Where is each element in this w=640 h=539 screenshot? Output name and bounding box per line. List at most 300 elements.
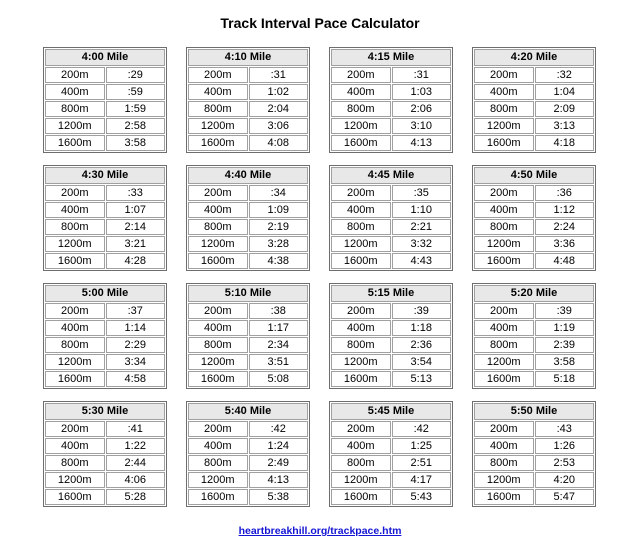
pace-row — [331, 354, 451, 370]
time-cell: 3:36 — [535, 236, 595, 252]
pace-row — [474, 236, 594, 252]
time-cell: 1:07 — [106, 202, 166, 218]
distance-cell: 200m — [188, 185, 248, 201]
time-cell: :34 — [249, 185, 309, 201]
pace-row — [188, 438, 308, 454]
time-cell: 2:53 — [535, 455, 595, 471]
time-cell: :59 — [106, 84, 166, 100]
distance-cell: 1200m — [331, 118, 391, 134]
pace-table-head — [45, 167, 165, 184]
time-cell: 4:13 — [249, 472, 309, 488]
distance-cell: 200m — [474, 303, 534, 319]
pace-row — [188, 236, 308, 252]
pace-table-header-row — [331, 403, 451, 420]
pace-row — [331, 253, 451, 269]
distance-cell: 400m — [188, 438, 248, 454]
footer-link[interactable]: heartbreakhill.org/trackpace.htm — [238, 525, 402, 537]
distance-cell: 400m — [188, 202, 248, 218]
distance-cell: 800m — [331, 337, 391, 353]
pace-table-title: 4:10 Mile — [188, 49, 308, 66]
time-cell: 3:21 — [106, 236, 166, 252]
time-cell: 1:24 — [249, 438, 309, 454]
time-cell: :38 — [249, 303, 309, 319]
pace-row — [474, 421, 594, 437]
time-cell: :42 — [249, 421, 309, 437]
distance-cell: 1200m — [474, 472, 534, 488]
time-cell: 4:13 — [392, 135, 452, 151]
time-cell: 1:04 — [535, 84, 595, 100]
distance-cell: 400m — [331, 438, 391, 454]
pace-table-title: 5:10 Mile — [188, 285, 308, 302]
time-cell: :33 — [106, 185, 166, 201]
pace-table-header-row — [331, 285, 451, 302]
distance-cell: 1600m — [331, 371, 391, 387]
pace-row — [45, 118, 165, 134]
pace-table-title: 5:15 Mile — [331, 285, 451, 302]
pace-table-title: 4:20 Mile — [474, 49, 594, 66]
distance-cell: 800m — [331, 455, 391, 471]
distance-cell: 1600m — [474, 253, 534, 269]
pace-table-body — [45, 67, 165, 151]
pace-row — [45, 472, 165, 488]
distance-cell: 800m — [188, 337, 248, 353]
pace-row — [331, 303, 451, 319]
pace-table-title: 5:30 Mile — [45, 403, 165, 420]
distance-cell: 800m — [188, 219, 248, 235]
pace-row — [188, 303, 308, 319]
distance-cell: 200m — [474, 67, 534, 83]
time-cell: 3:13 — [535, 118, 595, 134]
pace-table-head — [45, 403, 165, 420]
pace-row — [331, 455, 451, 471]
time-cell: :31 — [249, 67, 309, 83]
pace-row — [331, 118, 451, 134]
pace-table — [472, 401, 596, 507]
distance-cell: 1200m — [45, 472, 105, 488]
time-cell: :39 — [392, 303, 452, 319]
distance-cell: 800m — [474, 219, 534, 235]
pace-table-header-row — [331, 49, 451, 66]
time-cell: 1:19 — [535, 320, 595, 336]
pace-row — [45, 421, 165, 437]
pace-row — [474, 118, 594, 134]
pace-row — [474, 101, 594, 117]
pace-row — [188, 354, 308, 370]
time-cell: 1:59 — [106, 101, 166, 117]
pace-row — [474, 472, 594, 488]
pace-table-header-row — [474, 167, 594, 184]
pace-row — [45, 337, 165, 353]
time-cell: 2:14 — [106, 219, 166, 235]
pace-table-head — [45, 49, 165, 66]
distance-cell: 1200m — [188, 472, 248, 488]
pace-table-title: 4:15 Mile — [331, 49, 451, 66]
pace-row — [188, 371, 308, 387]
pace-row — [45, 202, 165, 218]
pace-table-head — [188, 49, 308, 66]
pace-table-title: 4:00 Mile — [45, 49, 165, 66]
distance-cell: 400m — [331, 320, 391, 336]
pace-table-title: 4:40 Mile — [188, 167, 308, 184]
pace-table — [186, 401, 310, 507]
time-cell: 5:43 — [392, 489, 452, 505]
time-cell: 3:54 — [392, 354, 452, 370]
time-cell: :29 — [106, 67, 166, 83]
pace-row — [188, 455, 308, 471]
time-cell: :43 — [535, 421, 595, 437]
time-cell: 1:10 — [392, 202, 452, 218]
distance-cell: 1600m — [188, 489, 248, 505]
time-cell: 5:28 — [106, 489, 166, 505]
pace-table — [472, 47, 596, 153]
time-cell: 4:48 — [535, 253, 595, 269]
distance-cell: 400m — [474, 320, 534, 336]
pace-row — [45, 84, 165, 100]
distance-cell: 1600m — [331, 489, 391, 505]
distance-cell: 200m — [45, 185, 105, 201]
distance-cell: 1200m — [45, 354, 105, 370]
pace-table-body — [331, 185, 451, 269]
distance-cell: 1600m — [45, 489, 105, 505]
time-cell: 4:38 — [249, 253, 309, 269]
time-cell: :41 — [106, 421, 166, 437]
pace-table — [43, 165, 167, 271]
distance-cell: 1600m — [45, 135, 105, 151]
pace-row — [474, 337, 594, 353]
distance-cell: 200m — [188, 303, 248, 319]
distance-cell: 1200m — [188, 118, 248, 134]
time-cell: 1:17 — [249, 320, 309, 336]
distance-cell: 1200m — [331, 354, 391, 370]
pace-table — [472, 283, 596, 389]
time-cell: 1:03 — [392, 84, 452, 100]
pace-row — [474, 303, 594, 319]
time-cell: :37 — [106, 303, 166, 319]
pace-row — [474, 354, 594, 370]
distance-cell: 400m — [474, 84, 534, 100]
pace-row — [474, 320, 594, 336]
pace-table-head — [474, 285, 594, 302]
pace-table-header-row — [45, 403, 165, 420]
time-cell: :36 — [535, 185, 595, 201]
distance-cell: 200m — [474, 421, 534, 437]
time-cell: 3:58 — [106, 135, 166, 151]
pace-table — [329, 401, 453, 507]
distance-cell: 400m — [45, 438, 105, 454]
time-cell: 2:36 — [392, 337, 452, 353]
pace-row — [45, 320, 165, 336]
pace-table-head — [474, 49, 594, 66]
distance-cell: 1600m — [474, 371, 534, 387]
pace-row — [45, 219, 165, 235]
time-cell: 5:13 — [392, 371, 452, 387]
pace-row — [188, 67, 308, 83]
pace-table-title: 4:50 Mile — [474, 167, 594, 184]
distance-cell: 200m — [45, 67, 105, 83]
pace-table-body — [331, 303, 451, 387]
distance-cell: 1200m — [331, 236, 391, 252]
time-cell: 2:58 — [106, 118, 166, 134]
pace-table-title: 5:50 Mile — [474, 403, 594, 420]
pace-table-head — [474, 167, 594, 184]
pace-table-head — [331, 285, 451, 302]
pace-table-header-row — [188, 167, 308, 184]
time-cell: 1:02 — [249, 84, 309, 100]
time-cell: 4:08 — [249, 135, 309, 151]
pace-row — [45, 185, 165, 201]
distance-cell: 800m — [331, 101, 391, 117]
pace-row — [45, 371, 165, 387]
distance-cell: 200m — [331, 185, 391, 201]
pace-table-body — [45, 185, 165, 269]
pace-row — [45, 489, 165, 505]
pace-row — [331, 489, 451, 505]
pace-row — [188, 421, 308, 437]
pace-row — [474, 253, 594, 269]
pace-table-head — [474, 403, 594, 420]
pace-table — [186, 283, 310, 389]
pace-table-body — [331, 67, 451, 151]
pace-row — [331, 135, 451, 151]
distance-cell: 200m — [45, 303, 105, 319]
time-cell: 4:58 — [106, 371, 166, 387]
pace-table-title: 4:30 Mile — [45, 167, 165, 184]
distance-cell: 800m — [45, 219, 105, 235]
distance-cell: 1600m — [331, 135, 391, 151]
time-cell: 4:17 — [392, 472, 452, 488]
pace-row — [188, 101, 308, 117]
time-cell: :39 — [535, 303, 595, 319]
time-cell: 5:38 — [249, 489, 309, 505]
distance-cell: 200m — [45, 421, 105, 437]
pace-row — [331, 101, 451, 117]
pace-row — [188, 337, 308, 353]
distance-cell: 800m — [188, 101, 248, 117]
time-cell: :42 — [392, 421, 452, 437]
time-cell: 2:34 — [249, 337, 309, 353]
pace-row — [45, 101, 165, 117]
distance-cell: 1600m — [45, 371, 105, 387]
pace-row — [474, 489, 594, 505]
pace-row — [474, 371, 594, 387]
time-cell: 4:43 — [392, 253, 452, 269]
pace-row — [331, 320, 451, 336]
pace-row — [331, 84, 451, 100]
pace-table-header-row — [45, 49, 165, 66]
time-cell: 4:18 — [535, 135, 595, 151]
time-cell: 5:47 — [535, 489, 595, 505]
distance-cell: 200m — [331, 67, 391, 83]
pace-table — [43, 401, 167, 507]
pace-row — [474, 185, 594, 201]
pace-row — [474, 219, 594, 235]
time-cell: 5:18 — [535, 371, 595, 387]
pace-row — [331, 371, 451, 387]
pace-table-header-row — [188, 285, 308, 302]
footer — [0, 521, 640, 539]
pace-table — [329, 47, 453, 153]
pace-row — [45, 455, 165, 471]
pace-table-head — [331, 49, 451, 66]
time-cell: 2:51 — [392, 455, 452, 471]
time-cell: 2:04 — [249, 101, 309, 117]
pace-table-header-row — [331, 167, 451, 184]
time-cell: 5:08 — [249, 371, 309, 387]
distance-cell: 400m — [45, 84, 105, 100]
pace-row — [474, 202, 594, 218]
pace-table-title: 5:45 Mile — [331, 403, 451, 420]
pace-row — [474, 455, 594, 471]
distance-cell: 200m — [188, 421, 248, 437]
distance-cell: 800m — [188, 455, 248, 471]
pace-table-head — [45, 285, 165, 302]
distance-cell: 1600m — [188, 371, 248, 387]
distance-cell: 1600m — [45, 253, 105, 269]
pace-row — [188, 489, 308, 505]
time-cell: 1:22 — [106, 438, 166, 454]
pace-table — [472, 165, 596, 271]
distance-cell: 800m — [331, 219, 391, 235]
time-cell: 1:14 — [106, 320, 166, 336]
pace-table — [329, 165, 453, 271]
distance-cell: 1200m — [331, 472, 391, 488]
distance-cell: 800m — [45, 455, 105, 471]
pace-table-body — [45, 303, 165, 387]
time-cell: 1:18 — [392, 320, 452, 336]
pace-table-title: 5:00 Mile — [45, 285, 165, 302]
distance-cell: 1200m — [474, 236, 534, 252]
pace-table-body — [474, 67, 594, 151]
time-cell: 2:21 — [392, 219, 452, 235]
time-cell: :35 — [392, 185, 452, 201]
distance-cell: 1600m — [188, 253, 248, 269]
pace-table-header-row — [45, 285, 165, 302]
pace-row — [45, 135, 165, 151]
distance-cell: 400m — [188, 320, 248, 336]
time-cell: 4:06 — [106, 472, 166, 488]
pace-row — [331, 421, 451, 437]
pace-table-title: 5:20 Mile — [474, 285, 594, 302]
distance-cell: 1200m — [188, 354, 248, 370]
pace-table — [329, 283, 453, 389]
pace-row — [188, 320, 308, 336]
pace-row — [188, 219, 308, 235]
pace-table-header-row — [474, 285, 594, 302]
distance-cell: 800m — [45, 337, 105, 353]
pace-table-body — [474, 421, 594, 505]
pace-row — [474, 135, 594, 151]
pace-row — [474, 84, 594, 100]
pace-row — [45, 67, 165, 83]
pace-table-header-row — [188, 403, 308, 420]
distance-cell: 200m — [331, 303, 391, 319]
pace-table-header-row — [474, 49, 594, 66]
time-cell: 2:44 — [106, 455, 166, 471]
pace-grid — [43, 47, 597, 507]
pace-table — [43, 283, 167, 389]
pace-row — [188, 84, 308, 100]
pace-row — [188, 202, 308, 218]
distance-cell: 800m — [45, 101, 105, 117]
distance-cell: 400m — [45, 320, 105, 336]
pace-table-head — [188, 403, 308, 420]
distance-cell: 1200m — [45, 118, 105, 134]
distance-cell: 800m — [474, 455, 534, 471]
time-cell: 3:06 — [249, 118, 309, 134]
distance-cell: 800m — [474, 101, 534, 117]
pace-table — [186, 165, 310, 271]
pace-row — [45, 236, 165, 252]
pace-row — [188, 118, 308, 134]
pace-row — [331, 185, 451, 201]
distance-cell: 1200m — [474, 118, 534, 134]
pace-table-title: 4:45 Mile — [331, 167, 451, 184]
pace-row — [188, 185, 308, 201]
pace-row — [474, 438, 594, 454]
page-title: Track Interval Pace Calculator — [220, 15, 420, 31]
pace-table-header-row — [45, 167, 165, 184]
pace-row — [331, 202, 451, 218]
distance-cell: 200m — [474, 185, 534, 201]
distance-cell: 400m — [45, 202, 105, 218]
pace-table-body — [45, 421, 165, 505]
distance-cell: 1600m — [474, 489, 534, 505]
pace-row — [331, 236, 451, 252]
pace-row — [331, 219, 451, 235]
distance-cell: 1200m — [188, 236, 248, 252]
time-cell: 4:28 — [106, 253, 166, 269]
pace-table-body — [331, 421, 451, 505]
time-cell: :32 — [535, 67, 595, 83]
distance-cell: 200m — [188, 67, 248, 83]
distance-cell: 400m — [474, 438, 534, 454]
time-cell: 3:51 — [249, 354, 309, 370]
pace-table-head — [188, 167, 308, 184]
pace-row — [45, 438, 165, 454]
pace-table — [186, 47, 310, 153]
pace-table-head — [331, 403, 451, 420]
pace-table-head — [331, 167, 451, 184]
distance-cell: 1600m — [331, 253, 391, 269]
time-cell: 3:34 — [106, 354, 166, 370]
time-cell: 3:10 — [392, 118, 452, 134]
time-cell: 1:09 — [249, 202, 309, 218]
pace-row — [331, 67, 451, 83]
pace-row — [331, 472, 451, 488]
pace-row — [331, 337, 451, 353]
pace-row — [331, 438, 451, 454]
time-cell: 3:28 — [249, 236, 309, 252]
distance-cell: 1600m — [474, 135, 534, 151]
distance-cell: 1200m — [474, 354, 534, 370]
pace-row — [188, 135, 308, 151]
pace-table-body — [474, 185, 594, 269]
time-cell: :31 — [392, 67, 452, 83]
time-cell: 2:29 — [106, 337, 166, 353]
time-cell: 3:58 — [535, 354, 595, 370]
distance-cell: 400m — [188, 84, 248, 100]
time-cell: 1:12 — [535, 202, 595, 218]
pace-row — [45, 354, 165, 370]
pace-table-header-row — [474, 403, 594, 420]
time-cell: 1:26 — [535, 438, 595, 454]
time-cell: 2:19 — [249, 219, 309, 235]
pace-table-head — [188, 285, 308, 302]
time-cell: 4:20 — [535, 472, 595, 488]
time-cell: 2:39 — [535, 337, 595, 353]
distance-cell: 1600m — [188, 135, 248, 151]
pace-table-body — [474, 303, 594, 387]
